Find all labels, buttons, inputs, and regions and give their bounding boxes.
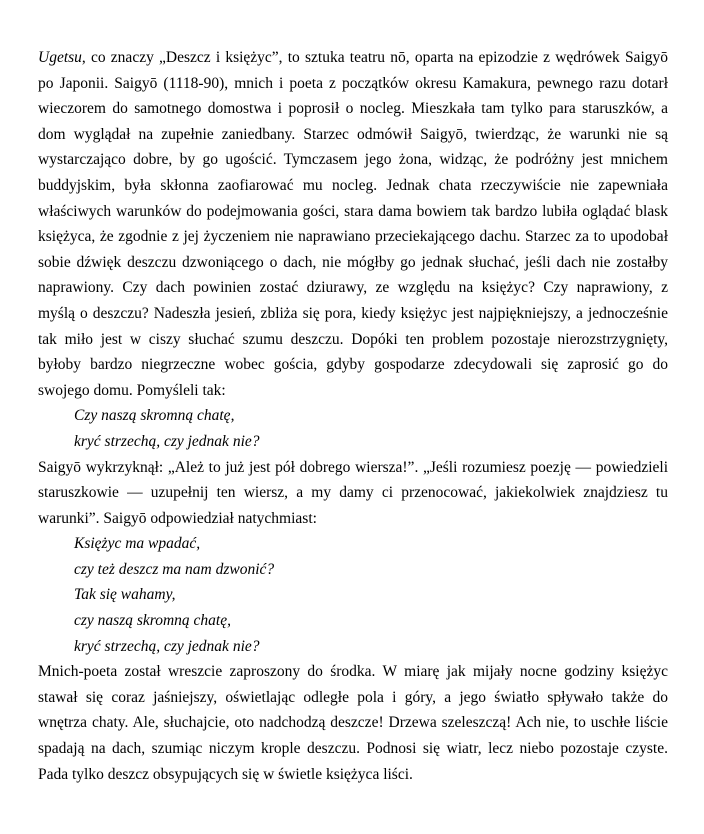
text-line: naprawiony. Czy dach powinien zostać dziurawy, ze względu na księżyc? Czy naprawiony, z bbox=[38, 279, 668, 297]
verse-line: czy też deszcz ma nam dzwonić? bbox=[74, 560, 275, 578]
text-line: Mnich-poeta został wreszcie zaproszony do środka. W miarę jak mijały nocne godziny księżyc bbox=[38, 663, 668, 681]
text-line: spadają na dach, szumiąc niczym krople deszczu. Podnosi się wiatr, lecz niebo pozostaje czyste. bbox=[38, 740, 668, 758]
verse-line: kryć strzechą, czy jednak nie? bbox=[74, 432, 260, 450]
text-line: Saigyō wykrzyknął: „Ależ to już jest pół dobrego wiersza!”. „Jeśli rozumiesz poezję — powiedzieli bbox=[38, 458, 668, 476]
text-line: staruszkowie — uzupełnij ten wiersz, a my damy ci przenocować, jakiekolwiek znajdziesz tu bbox=[38, 484, 668, 502]
text-line-remainder: , co znaczy „Deszcz i księżyc”, to sztuka teatru nō, oparta na epizodzie z wędrówek Saigyō bbox=[81, 49, 668, 66]
verse-line: czy naszą skromną chatę, bbox=[74, 612, 231, 630]
text-line: tak miło jest w ciszy słuchać szumu deszczu. Dopóki ten problem pozostaje nierozstrzygnięty, bbox=[38, 330, 668, 348]
verse-stanza-1 bbox=[38, 403, 668, 454]
paragraph-1 bbox=[38, 45, 668, 403]
text-line: stawał się coraz jaśniejszy, oświetlając odległe pola i góry, a jego światło spływało także do bbox=[38, 688, 668, 706]
text-line: wystarczająco dobre, by go ugościć. Tymczasem jego żona, widząc, że podróżny jest mnichem bbox=[38, 151, 668, 169]
text-line: wieczorem do samotnego domostwa i poprosił o nocleg. Mieszkała tam tylko para staruszków, a bbox=[38, 100, 668, 118]
text-line: księżyca, że zgodnie z jej życzeniem nie naprawiano przeciekającego dachu. Starzec za to upodobał bbox=[38, 228, 668, 246]
text-line: myślą o deszczu? Nadeszła jesień, zbliża się pora, kiedy księżyc jest najpiękniejszy, a jednocześnie bbox=[38, 304, 668, 322]
text-line bbox=[38, 45, 668, 71]
italic-title-text: Ugetsu bbox=[38, 49, 82, 66]
verse-line: kryć strzechą, czy jednak nie? bbox=[74, 637, 260, 655]
text-line: wnętrza chaty. Ale, słuchajcie, oto nadchodzą deszcze! Drzewa szeleszczą! Ach nie, to uschłe liście bbox=[38, 714, 668, 732]
verse-stanza-2 bbox=[38, 531, 668, 659]
text-line: swojego domu. Pomyśleli tak: bbox=[38, 381, 226, 399]
text-line: sobie dźwięk deszczu dzwoniącego o dach, nie mógłby go jednak słuchać, jeśli dach nie zostałby bbox=[38, 253, 668, 271]
text-line: Pada tylko deszcz obsypujących się w świetle księżyca liści. bbox=[38, 765, 413, 783]
text-line: buddyjskim, była skłonna zaofiarować mu nocleg. Jednak chata rzeczywiście nie zapewniała bbox=[38, 176, 668, 194]
text-line: po Japonii. Saigyō (1118-90), mnich i poeta z początków okresu Kamakura, pewnego razu dotarł bbox=[38, 74, 668, 92]
text-line: byłoby bardzo niegrzeczne wobec gościa, gdyby gospodarze zdecydowali się zaprosić go do bbox=[38, 356, 668, 374]
verse-line: Tak się wahamy, bbox=[74, 586, 176, 604]
verse-line: Czy naszą skromną chatę, bbox=[74, 407, 235, 425]
paragraph-2 bbox=[38, 455, 668, 532]
verse-line: Księżyc ma wpadać, bbox=[74, 535, 201, 553]
text-column bbox=[38, 45, 668, 787]
text-line: właściwych warunków do podejmowania gości, stara dama bowiem tak bardzo lubiła oglądać blask bbox=[38, 202, 668, 220]
text-line: warunki”. Saigyō odpowiedział natychmiast: bbox=[38, 509, 317, 527]
paragraph-3 bbox=[38, 659, 668, 787]
text-line: dom wyglądał na zupełnie zaniedbany. Starzec odmówił Saigyō, twierdząc, że warunki nie są bbox=[38, 125, 668, 143]
